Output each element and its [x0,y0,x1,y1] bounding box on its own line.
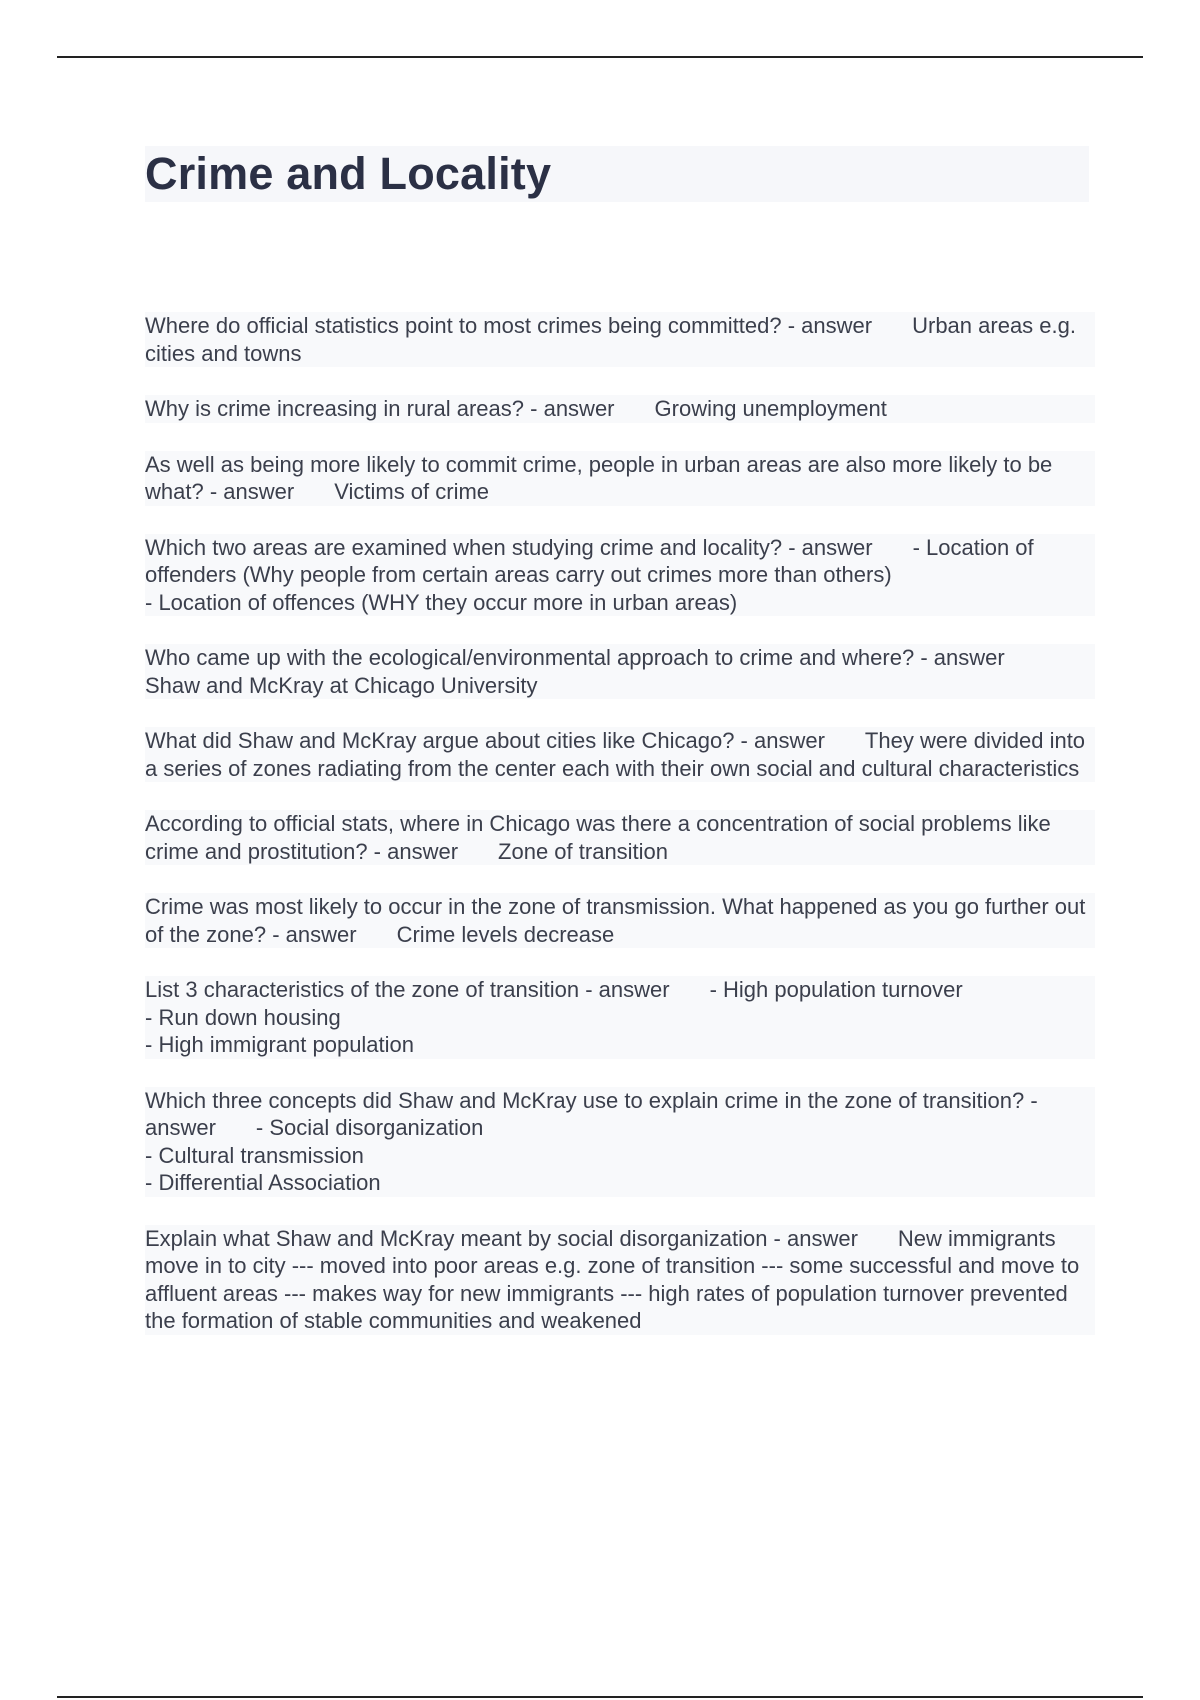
qa-question-line [145,1225,1095,1335]
question-text: Explain what Shaw and McKray meant by social disorganization [145,1225,768,1251]
question-text: What did Shaw and McKray argue about cities like Chicago? [145,728,735,753]
top-rule [57,56,1143,58]
answer-marker: - answer [579,977,670,1002]
answer-text: Growing unemployment [654,396,887,421]
answer-text: Victims of crime [334,479,490,504]
answer-text: - Differential Association [145,1169,1095,1197]
answer-marker: - answer [781,313,873,338]
answer-marker: - answer [145,1087,1044,1140]
answer-text: New immigrants move in to city --- moved into poor areas e.g. zone of transition --- some successful and move to affluent areas --- makes way for new immigrants --- high rates of population turnover prevented the formation of stable communities and weakened [145,1225,1086,1333]
qa-question-line [145,644,1095,699]
answer-marker: - answer [734,728,825,753]
answer-marker: - answer [767,1225,858,1251]
qa-item [145,534,1095,617]
qa-question-line [145,1087,1095,1142]
answer-text: They were divided into a series of zones radiating from the center each with their own social and cultural characteristics [145,728,1092,781]
question-text: List 3 characteristics of the zone of transition [145,977,580,1002]
qa-item [145,1225,1095,1335]
qa-question-line [145,534,1095,589]
answer-marker: - answer [782,534,873,560]
qa-item [145,644,1095,699]
question-text: Crime was most likely to occur in the zone of transmission. What happened as you go further out of the zone? [145,894,1092,947]
qa-item [145,1087,1095,1197]
answer-marker: - answer [914,645,1005,670]
question-text: Which three concepts did Shaw and McKray use to explain crime in the zone of transition? [145,1087,1025,1113]
qa-question-line [145,976,1095,1004]
document-title: Crime and Locality [145,148,552,199]
answer-text: Shaw and McKray at Chicago University [145,672,538,698]
qa-question-line [145,810,1095,865]
answer-text: - Social disorganization [255,1115,484,1140]
answer-text: - High population turnover [709,977,963,1002]
question-text: According to official stats, where in Chicago was there a concentration of social problems like crime and prostitution? [145,811,1057,864]
question-text: Who came up with the ecological/environmental approach to crime and where? [145,645,915,670]
question-text: As well as being more likely to commit crime, people in urban areas are also more likely to be what? [145,451,1059,504]
question-text: Where do official statistics point to most crimes being committed? [145,313,782,338]
answer-text: Crime levels decrease [396,921,615,947]
answer-marker: - answer [203,479,295,504]
answer-text: - Location of offenders (Why people from certain areas carry out crimes more than others) [145,534,1040,587]
qa-item [145,810,1095,865]
answer-marker: - answer [266,921,357,947]
qa-item [145,451,1095,506]
qa-item [145,893,1095,948]
answer-text: - Location of offences (WHY they occur more in urban areas) [145,589,1095,617]
bottom-rule [57,1696,1143,1698]
answer-text: - Cultural transmission [145,1142,1095,1170]
qa-item [145,395,1095,423]
qa-item [145,727,1095,782]
qa-item [145,312,1095,367]
answer-marker: - answer [367,838,459,864]
question-text: Why is crime increasing in rural areas? [145,396,525,421]
answer-text: - High immigrant population [145,1031,1095,1059]
qa-question-line [145,395,1095,423]
answer-text: Urban areas e.g. cities and towns [145,313,1083,366]
answer-text: - Run down housing [145,1004,1095,1032]
qa-question-line [145,312,1095,367]
qa-question-line [145,727,1095,782]
qa-question-line [145,451,1095,506]
answer-marker: - answer [524,396,615,421]
qa-list [145,312,1095,1363]
answer-text: Zone of transition [498,838,669,864]
qa-question-line [145,893,1095,948]
question-text: Which two areas are examined when studying crime and locality? [145,534,783,560]
qa-item [145,976,1095,1059]
